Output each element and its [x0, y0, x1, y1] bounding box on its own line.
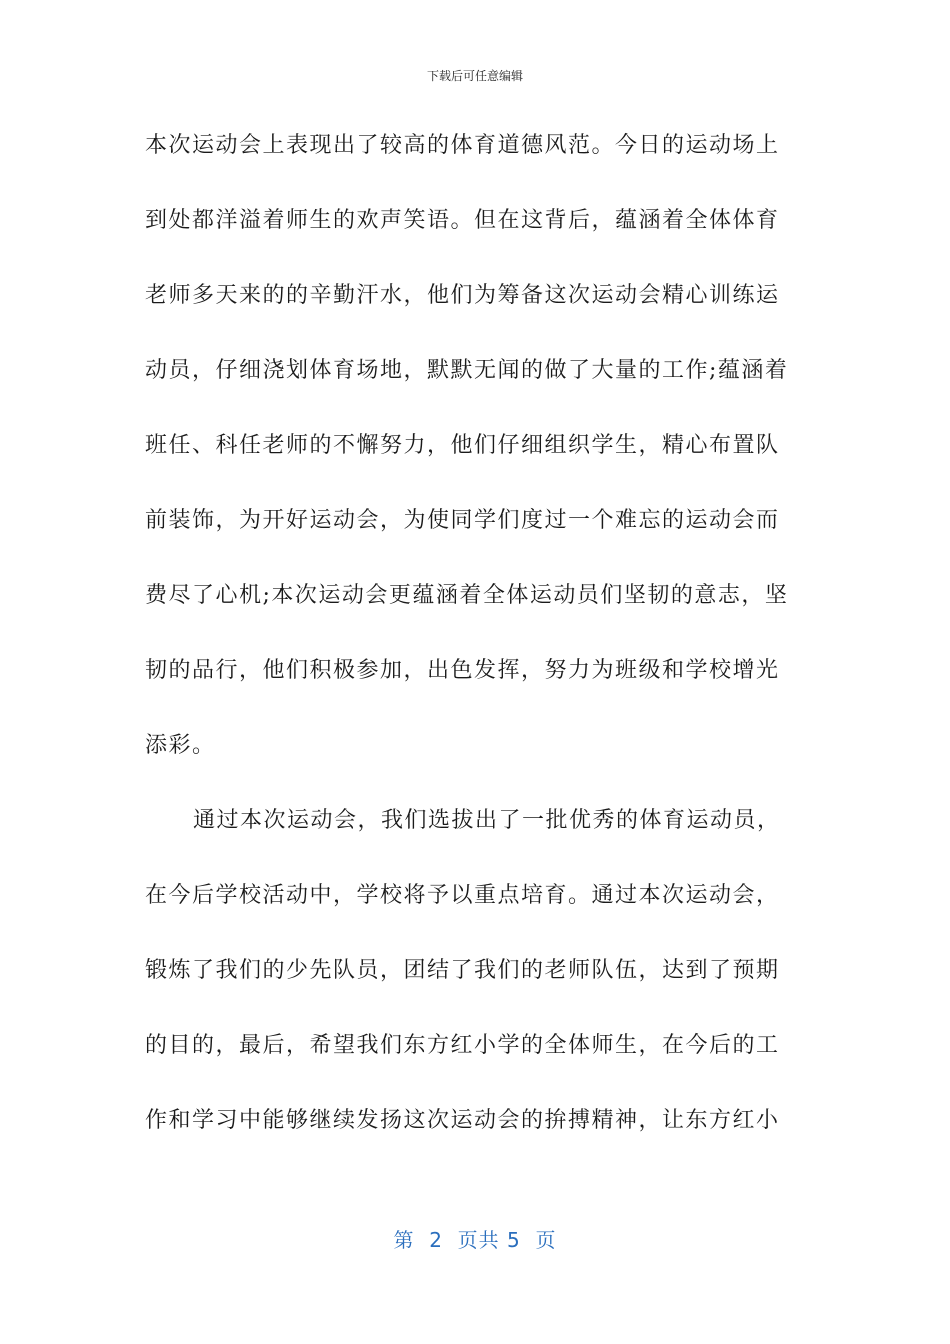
- paragraph-1: [145, 122, 805, 797]
- document-body: [145, 122, 805, 1172]
- text-line: 老师多天来的的辛勤汗水，他们为筹备这次运动会精心训练运: [145, 283, 780, 308]
- text-line: 前装饰，为开好运动会，为使同学们度过一个难忘的运动会而: [145, 508, 780, 533]
- text-line: 费尽了心机;本次运动会更蕴涵着全体运动员们坚韧的意志，坚: [145, 583, 789, 608]
- text-line: 到处都洋溢着师生的欢声笑语。但在这背后，蕴涵着全体体育: [145, 208, 780, 233]
- page-header: 下载后可任意编辑: [426, 69, 523, 83]
- page-number-footer: 第 2 页共 5 页: [393, 1228, 557, 1252]
- text-line: 锻炼了我们的少先队员，团结了我们的老师队伍，达到了预期: [145, 958, 780, 983]
- text-line: 作和学习中能够继续发扬这次运动会的拚搏精神，让东方红小: [145, 1108, 780, 1133]
- text-line: 本次运动会上表现出了较高的体育道德风范。今日的运动场上: [145, 133, 780, 158]
- text-line: 在今后学校活动中，学校将予以重点培育。通过本次运动会，: [145, 883, 780, 908]
- text-line: 的目的，最后，希望我们东方红小学的全体师生，在今后的工: [145, 1033, 780, 1058]
- paragraph-2: [145, 797, 805, 1172]
- text-line: 韧的品行，他们积极参加，出色发挥，努力为班级和学校增光: [145, 658, 780, 683]
- text-line: 班任、科任老师的不懈努力，他们仔细组织学生，精心布置队: [145, 433, 780, 458]
- text-line: 添彩。: [145, 733, 216, 758]
- text-line: 通过本次运动会，我们选拔出了一批优秀的体育运动员，: [193, 808, 781, 833]
- text-line: 动员，仔细浇划体育场地，默默无闻的做了大量的工作;蕴涵着: [145, 358, 789, 383]
